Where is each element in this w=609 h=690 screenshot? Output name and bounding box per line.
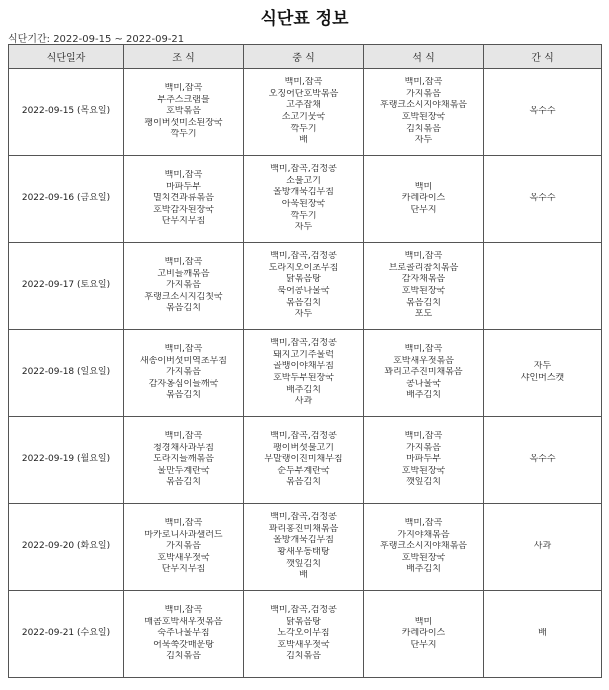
menu-item: 백미,잡곡 <box>404 518 443 529</box>
menu-item: 가지볶음 <box>166 280 201 291</box>
menu-item: 소불고기 <box>286 175 321 186</box>
menu-item: 북어콩나물국 <box>277 286 330 296</box>
dinner-cell <box>364 243 484 330</box>
menu-item: 자두 <box>294 222 313 233</box>
menu-item: 가지볶음 <box>166 541 201 552</box>
dinner-cell <box>364 156 484 243</box>
menu-item: 도라지오이초무침 <box>268 262 339 273</box>
menu-item: 팽이버섯미소된장국 <box>144 117 223 128</box>
lunch-cell <box>244 417 364 504</box>
menu-item: 옥수수 <box>529 193 556 204</box>
menu-item: 청경채사과무침 <box>153 442 214 453</box>
menu-item: 백미,잡곡 <box>164 605 203 616</box>
menu-item: 백미,잡곡,검정콩 <box>270 431 337 442</box>
menu-item: 호박새우젓볶음 <box>393 355 454 366</box>
menu-item: 깍두기 <box>290 123 317 134</box>
menu-item: 브로콜리참치볶음 <box>388 262 459 273</box>
menu-item: 부추스크램블 <box>157 94 210 105</box>
menu-item: 백미,잡곡,검정콩 <box>270 251 337 262</box>
table-body <box>9 69 602 678</box>
menu-item: 자두 <box>414 135 433 146</box>
menu-item: 깻잎김치 <box>286 558 321 569</box>
menu-item: 백미,잡곡,검정콩 <box>270 164 337 175</box>
menu-item: 백미,잡곡 <box>164 257 203 268</box>
menu-item: 백미,잡곡 <box>164 518 203 529</box>
menu-item: 백미,잡곡 <box>164 170 203 181</box>
menu-item: 단무지 <box>410 204 437 215</box>
table-row <box>9 504 602 591</box>
menu-item: 마카로니사과샐러드 <box>144 529 223 540</box>
menu-item: 샤인머스캣 <box>520 373 565 383</box>
meal-date-cell: 2022-09-18 (일요일) <box>9 330 124 417</box>
dinner-cell <box>364 417 484 504</box>
meal-date-cell: 2022-09-16 (금요일) <box>9 156 124 243</box>
menu-item: 배추김치 <box>406 390 441 401</box>
menu-item: 사과 <box>294 396 313 407</box>
menu-item: 노각오이무침 <box>277 628 330 639</box>
lunch-cell <box>244 156 364 243</box>
meal-period: 식단기간: 2022-09-15 ~ 2022-09-21 <box>8 34 185 45</box>
menu-item: 볶음김치 <box>166 303 201 314</box>
menu-item: 호박된장국 <box>401 112 446 122</box>
menu-item: 김치볶음 <box>286 651 321 662</box>
lunch-cell <box>244 504 364 591</box>
menu-item: 배추김치 <box>406 564 441 575</box>
breakfast-cell <box>124 591 244 678</box>
menu-item: 물만두계란국 <box>157 465 210 476</box>
dinner-cell <box>364 504 484 591</box>
menu-item: 백미,잡곡,검정콩 <box>270 338 337 349</box>
menu-item: 올방개묵김무침 <box>273 187 334 198</box>
table-row <box>9 591 602 678</box>
menu-item: 배 <box>299 135 308 146</box>
menu-item: 백미,잡곡,검정콩 <box>270 605 337 616</box>
table-row <box>9 330 602 417</box>
menu-item: 팽이버섯불고기 <box>273 442 334 453</box>
lunch-cell <box>244 69 364 156</box>
menu-item: 볶음김치 <box>406 297 441 308</box>
menu-item: 포도 <box>414 309 433 320</box>
menu-item: 감자채볶음 <box>401 274 446 285</box>
menu-item: 호박두부된장국 <box>273 373 334 383</box>
menu-item: 카레라이스 <box>401 628 446 639</box>
menu-item: 황새우동태탕 <box>277 547 330 557</box>
menu-item: 볶음김치 <box>166 390 201 401</box>
table-header-row <box>9 45 602 69</box>
snack-cell <box>484 156 602 243</box>
snack-cell <box>484 243 602 330</box>
menu-item: 올방개묵김무침 <box>273 535 334 546</box>
menu-item: 백미,잡곡 <box>404 251 443 262</box>
menu-item: 백미,잡곡,검정콩 <box>270 512 337 523</box>
menu-item: 새송이버섯미역초무침 <box>140 355 227 366</box>
menu-item: 호박새우젓국 <box>277 639 330 650</box>
menu-item: 콩나물국 <box>406 378 441 389</box>
menu-item: 백미,잡곡 <box>284 77 323 88</box>
menu-item: 돼지고기주물럭 <box>273 349 334 360</box>
table-row <box>9 243 602 330</box>
breakfast-cell <box>124 156 244 243</box>
menu-item: 김치볶음 <box>166 651 201 662</box>
menu-item: 호박된장국 <box>401 552 446 563</box>
snack-cell <box>484 591 602 678</box>
menu-item: 호박감자된장국 <box>153 204 214 215</box>
breakfast-cell <box>124 330 244 417</box>
lunch-cell <box>244 243 364 330</box>
table-row <box>9 156 602 243</box>
menu-item: 꽈리홍진미채볶음 <box>268 523 339 534</box>
menu-item: 볶음김치 <box>286 477 321 488</box>
menu-item: 백미 <box>414 616 433 627</box>
menu-item: 오징어단호박볶음 <box>268 88 339 99</box>
header-dinner: 석 식 <box>364 45 484 69</box>
menu-item: 사과 <box>533 541 552 552</box>
menu-item: 마파두부 <box>166 181 201 192</box>
menu-item: 호박새우젓국 <box>157 552 210 563</box>
menu-item: 후랭크소시지야채볶음 <box>380 541 467 552</box>
menu-item: 단무지무침 <box>161 564 206 575</box>
menu-item: 배 <box>538 628 547 639</box>
table-row <box>9 69 602 156</box>
menu-item: 골뱅이야채무침 <box>273 361 334 372</box>
menu-item: 호박된장국 <box>401 286 446 296</box>
menu-item: 단무지 <box>410 639 437 650</box>
breakfast-cell <box>124 504 244 591</box>
breakfast-cell <box>124 417 244 504</box>
snack-cell <box>484 330 602 417</box>
menu-item: 자두 <box>533 361 552 372</box>
menu-item: 도라지들깨볶음 <box>153 454 214 465</box>
breakfast-cell <box>124 69 244 156</box>
menu-item: 가지볶음 <box>166 367 201 378</box>
menu-item: 백미,잡곡 <box>164 83 203 94</box>
menu-item: 볶음김치 <box>286 297 321 308</box>
menu-item: 가지볶음 <box>406 442 441 453</box>
menu-item: 아욱된장국 <box>281 199 326 209</box>
menu-item: 자두 <box>294 309 313 320</box>
menu-item: 배추김치 <box>286 384 321 395</box>
menu-item: 어묵쑥갓매운탕 <box>153 639 214 650</box>
menu-item: 백미,잡곡 <box>404 77 443 88</box>
menu-item: 감자옹심이들깨국 <box>148 378 219 389</box>
menu-item: 깍두기 <box>290 210 317 221</box>
menu-item: 매콤호박새우젓볶음 <box>144 616 223 627</box>
menu-item: 옥수수 <box>529 106 556 117</box>
menu-item: 백미,잡곡 <box>164 344 203 355</box>
menu-item: 고추잡채 <box>286 100 321 111</box>
snack-cell <box>484 504 602 591</box>
menu-item: 닭볶음탕 <box>286 274 321 285</box>
menu-item: 볶음김치 <box>166 477 201 488</box>
table-row <box>9 417 602 504</box>
menu-item: 후랭크소시지김칫국 <box>144 291 223 302</box>
meal-date-cell: 2022-09-17 (토요일) <box>9 243 124 330</box>
menu-item: 가지볶음 <box>406 88 441 99</box>
menu-item: 닭볶음탕 <box>286 616 321 627</box>
lunch-cell <box>244 591 364 678</box>
meal-date-cell: 2022-09-21 (수요일) <box>9 591 124 678</box>
menu-item: 배 <box>299 570 308 581</box>
menu-item: 옥수수 <box>529 454 556 465</box>
menu-item: 백미 <box>414 181 433 192</box>
menu-item: 가지야채볶음 <box>397 529 450 540</box>
menu-item: 멸치견과류볶음 <box>153 193 214 204</box>
menu-item: 깍두기 <box>170 129 197 140</box>
snack-cell <box>484 69 602 156</box>
menu-item: 깻잎김치 <box>406 477 441 488</box>
page-title: 식단표 정보 <box>260 9 349 29</box>
dinner-cell <box>364 330 484 417</box>
dinner-cell <box>364 591 484 678</box>
menu-item: 백미,잡곡 <box>404 431 443 442</box>
header-lunch: 중 식 <box>244 45 364 69</box>
menu-item: 후랭크소시지야채볶음 <box>380 100 467 111</box>
menu-item: 카레라이스 <box>401 193 446 204</box>
snack-cell <box>484 417 602 504</box>
meal-table <box>8 44 602 678</box>
meal-date-cell: 2022-09-15 (목요일) <box>9 69 124 156</box>
meal-date-cell: 2022-09-20 (화요일) <box>9 504 124 591</box>
menu-item: 무말랭이진미채무침 <box>264 454 343 465</box>
header-breakfast: 조 식 <box>124 45 244 69</box>
menu-item: 백미,잡곡 <box>164 431 203 442</box>
menu-item: 꽈리고추진미채볶음 <box>384 367 463 378</box>
menu-item: 백미,잡곡 <box>404 344 443 355</box>
dinner-cell <box>364 69 484 156</box>
menu-item: 마파두부 <box>406 454 441 465</box>
menu-item: 단무지무침 <box>161 216 206 227</box>
menu-item: 고비들깨볶음 <box>157 268 210 279</box>
breakfast-cell <box>124 243 244 330</box>
menu-item: 호박볶음 <box>166 106 201 117</box>
header-snack: 간 식 <box>484 45 602 69</box>
header-date: 식단일자 <box>9 45 124 69</box>
meal-date-cell: 2022-09-19 (월요일) <box>9 417 124 504</box>
menu-item: 호박된장국 <box>401 465 446 476</box>
menu-item: 김치볶음 <box>406 123 441 134</box>
menu-item: 숙주나물무침 <box>157 628 210 639</box>
menu-item: 순두부계란국 <box>277 465 330 476</box>
lunch-cell <box>244 330 364 417</box>
menu-item: 소고기뭇국 <box>281 112 326 122</box>
